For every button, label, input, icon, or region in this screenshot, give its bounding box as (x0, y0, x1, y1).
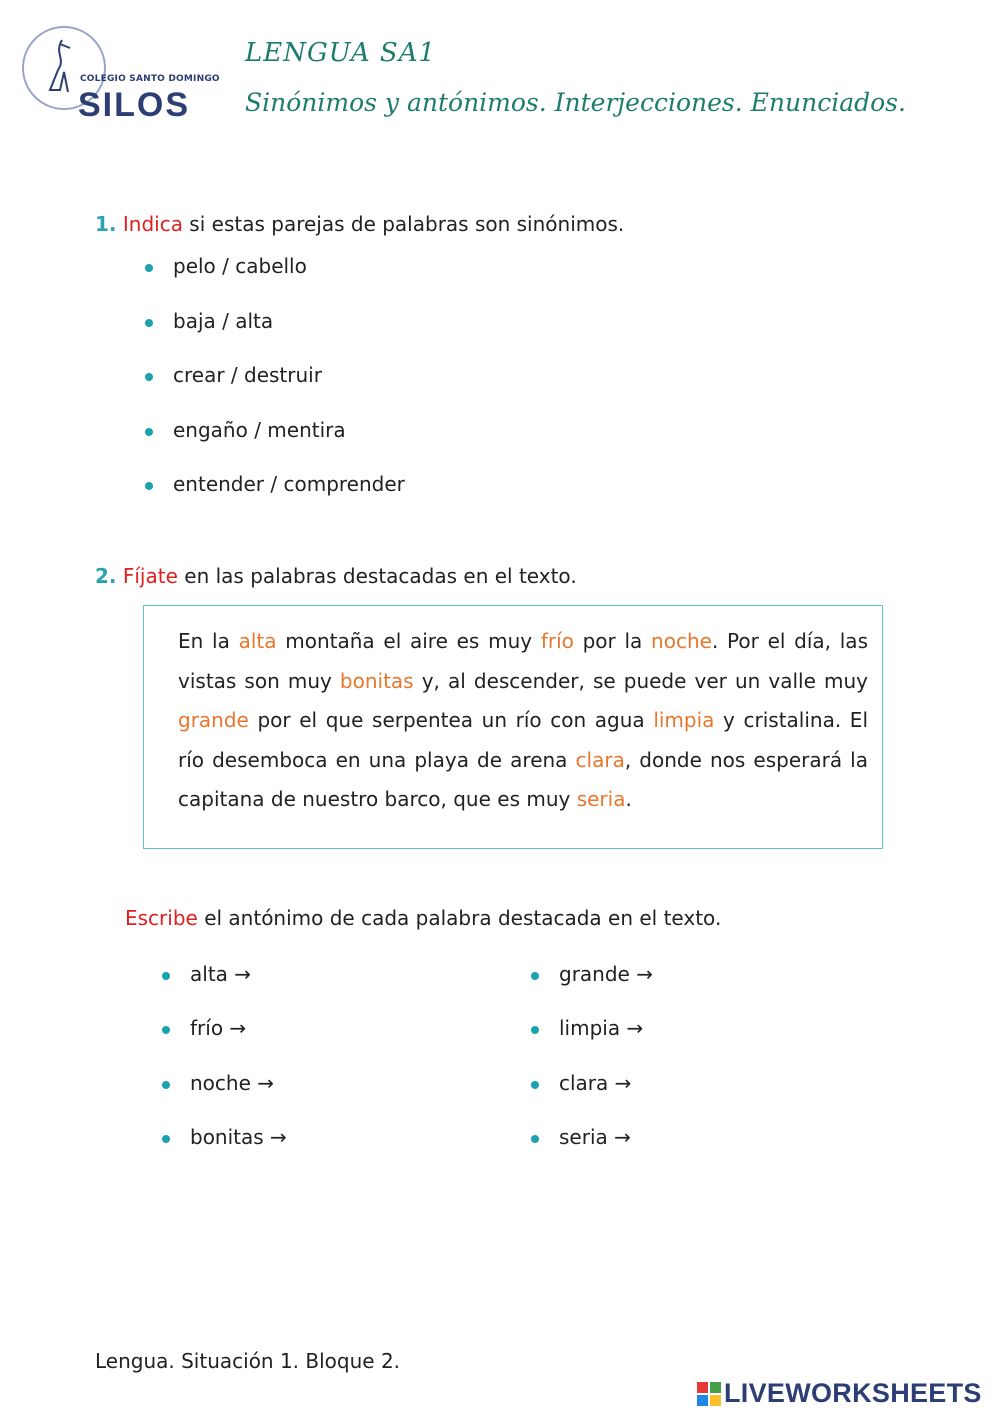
passage-segment: y, al descender, se puede ver un valle muy (413, 668, 868, 693)
bullet-dot (145, 264, 153, 272)
word-pair-item: baja / alta (173, 308, 274, 333)
highlighted-word: clara (575, 747, 625, 772)
passage-segment: montaña el aire es muy (276, 629, 541, 653)
logo-figure-icon (40, 34, 80, 104)
logo-small-text: COLEGIO SANTO DOMINGO (80, 74, 220, 84)
liveworksheets-text: LIVEWORKSHEETS (724, 1378, 982, 1408)
highlighted-word: limpia (653, 708, 715, 732)
passage-segment: , donde nos esperará la capitana de nuestro barco, que es muy (178, 747, 868, 811)
antonym-item: bonitas → (190, 1124, 287, 1149)
word-pair-item: pelo / cabello (173, 254, 307, 278)
bullet-dot (162, 1081, 170, 1089)
passage-segment: por el que serpentea un río con agua (248, 708, 654, 732)
bullet-dot (531, 972, 539, 980)
antonym-item: noche → (190, 1070, 275, 1095)
school-logo (20, 24, 220, 129)
question-3-instruction: el antónimo de cada palabra destacada en el texto. (197, 906, 722, 930)
question-3-verb: Escribe (125, 906, 198, 930)
question-2-instruction: en las palabras destacadas en el texto. (177, 564, 577, 588)
bullet-dot (162, 972, 170, 980)
bullet-dot (162, 1026, 170, 1034)
reading-passage (178, 622, 868, 820)
passage-segment: por la (573, 629, 652, 653)
question-2-verb: Fíjate (122, 564, 178, 588)
bullet-dot (145, 319, 153, 327)
word-pair-item: entender / comprender (173, 472, 405, 496)
highlighted-word: grande (178, 708, 249, 732)
antonym-item: limpia → (559, 1016, 644, 1041)
antonym-item: frío → (190, 1016, 247, 1041)
bullet-dot (531, 1081, 539, 1089)
question-1-instruction: si estas parejas de palabras son sinónimos. (182, 212, 625, 236)
liveworksheets-watermark (697, 1378, 997, 1410)
question-1-verb: Indica (122, 212, 183, 236)
question-2-number: 2. (95, 564, 117, 588)
highlighted-word: alta (238, 629, 277, 653)
passage-segment: . (625, 787, 632, 811)
highlighted-word: seria (576, 787, 626, 811)
passage-segment: y cristalina. El río desemboca en una playa de arena (178, 708, 869, 772)
question-2-heading (95, 564, 577, 588)
reading-text-box (143, 605, 883, 849)
antonym-item: alta → (190, 962, 252, 986)
question-1-heading (95, 212, 624, 236)
antonym-item: clara → (559, 1070, 632, 1095)
bullet-dot (145, 428, 153, 436)
word-pair-item: crear / destruir (173, 363, 322, 387)
page-subtitle: Sinónimos y antónimos. Interjecciones. Enunciados. (245, 88, 906, 117)
footer-text: Lengua. Situación 1. Bloque 2. (95, 1349, 401, 1373)
liveworksheets-logo-icon (697, 1382, 721, 1406)
logo-big-text: SILOS (78, 86, 191, 124)
antonym-item: seria → (559, 1124, 631, 1149)
page-title: LENGUA SA1 (245, 38, 437, 68)
question-3-heading (125, 906, 721, 930)
highlighted-word: frío (540, 629, 574, 653)
bullet-dot (162, 1135, 170, 1143)
word-pair-item: engaño / mentira (173, 417, 346, 442)
highlighted-word: noche (651, 629, 712, 653)
passage-segment: . Por el día, las vistas son muy (178, 629, 868, 693)
bullet-dot (145, 373, 153, 381)
highlighted-word: bonitas (339, 668, 414, 693)
antonym-item: grande → (559, 962, 653, 986)
bullet-dot (531, 1026, 539, 1034)
question-1-number: 1. (95, 212, 117, 236)
bullet-dot (145, 482, 153, 490)
passage-segment: En la (178, 629, 239, 653)
bullet-dot (531, 1135, 539, 1143)
